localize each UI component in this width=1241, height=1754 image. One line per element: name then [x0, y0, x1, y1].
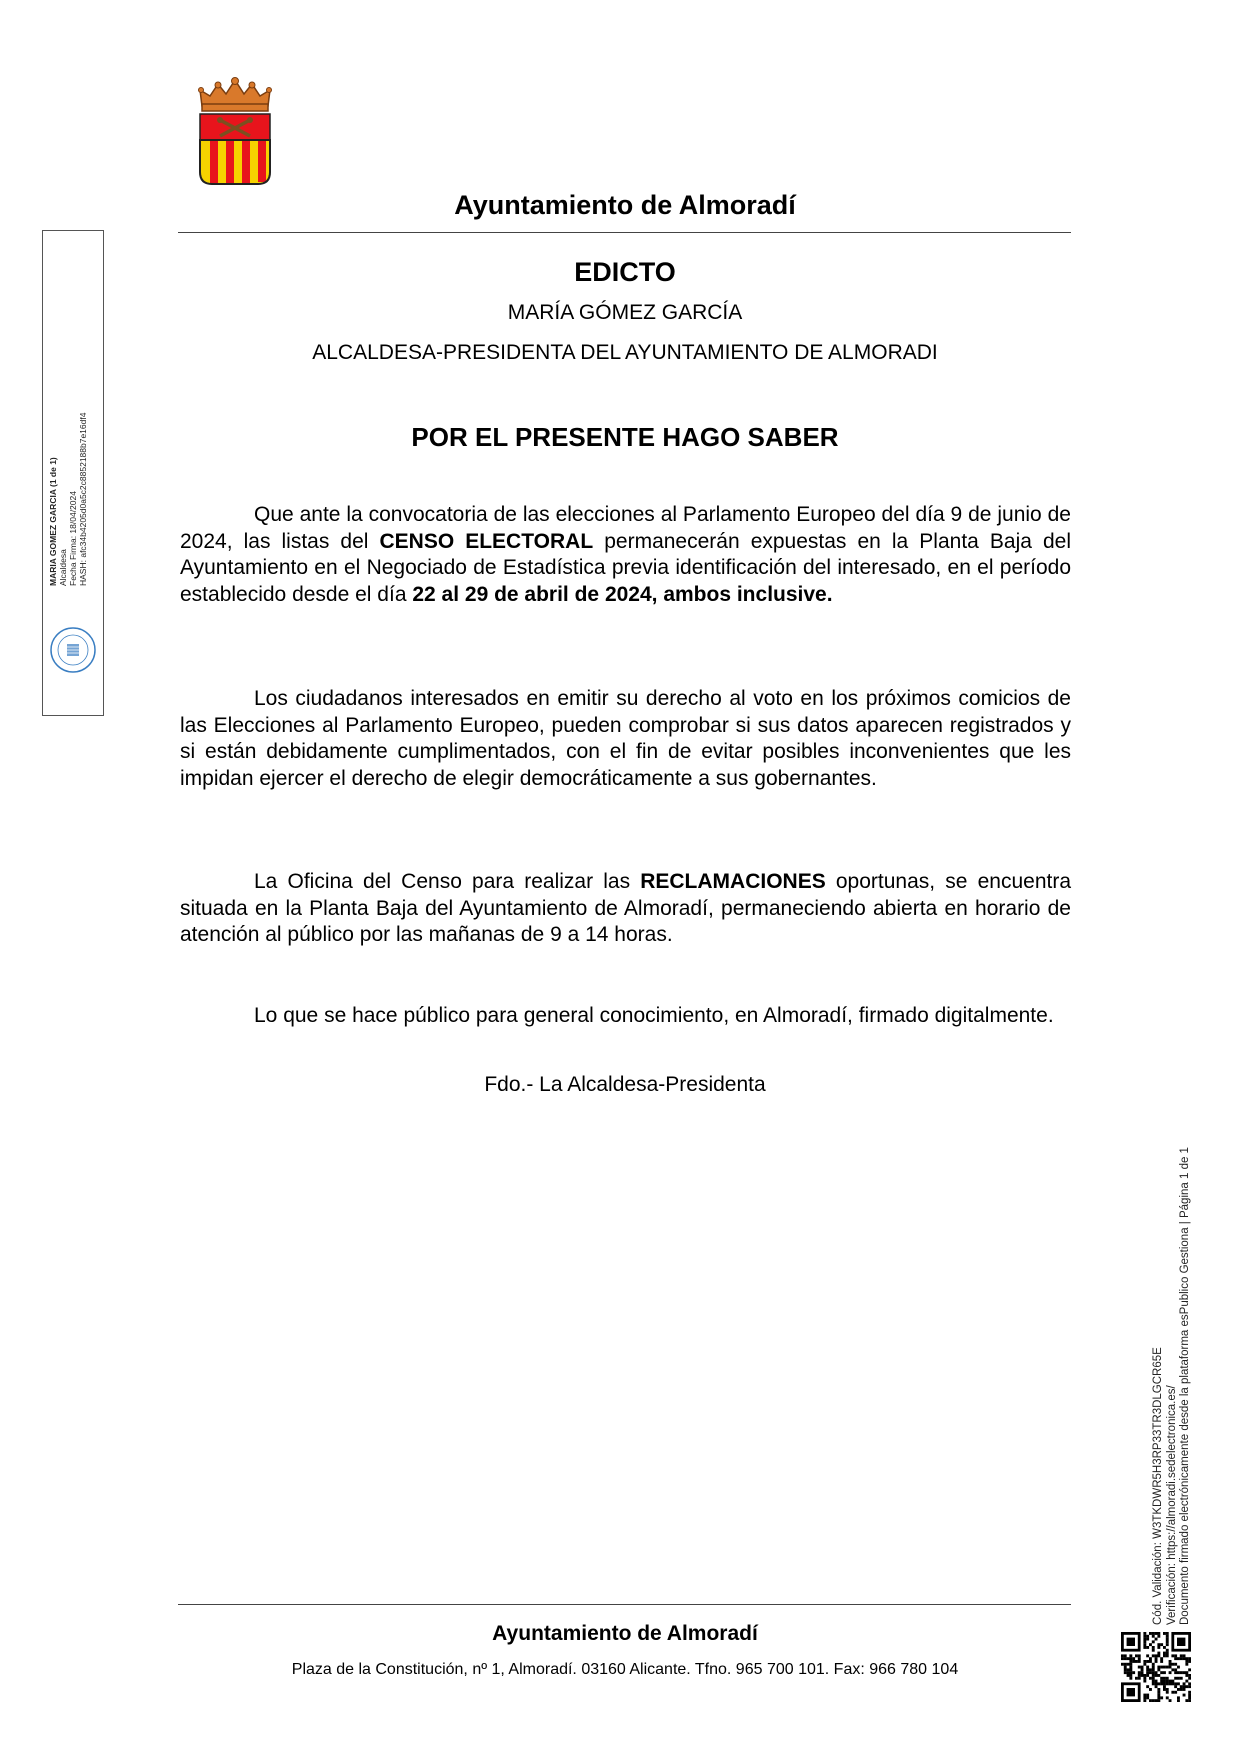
paragraph-2: Los ciudadanos interesados en emitir su derecho al voto en los próximos comicios de las Elecciones al Parlamento Europeo, pueden comprobar si sus datos aparecen registrados y si están debidamente cumplimentados, con el fin de evitar posibles inconvenientes que les impidan ejercer el derecho de elegir democráticamente a sus gobernantes. [180, 687, 1071, 790]
header-title: Ayuntamiento de Almoradí [454, 190, 796, 220]
paragraph-4: Lo que se hace público para general conocimiento, en Almoradí, firmado digitalmente. [254, 1004, 1054, 1027]
footer-title: Ayuntamiento de Almoradí [492, 1622, 758, 1645]
qr-code-icon[interactable] [1121, 1632, 1191, 1702]
signature-stamp-text: MARIA GOMEZ GARCIA (1 de 1) Alcaldesa Fecha Firma: 18/04/2024 HASH: afc34b4205d0a5c2c8852188b7e16df4 [48, 412, 88, 586]
paragraph-3: La Oficina del Censo para realizar las RECLAMACIONES oportunas, se encuentra situada en la Planta Baja del Ayuntamiento de Almoradí, permaneciendo abierta en horario de atención al público por las mañanas de 9 a 14 horas. [180, 870, 1071, 946]
municipal-seal-icon [48, 625, 98, 675]
signer-name: MARÍA GÓMEZ GARCÍA [507, 301, 743, 324]
signer-position: ALCALDESA-PRESIDENTA DEL AYUNTAMIENTO DE ALMORADI [312, 341, 938, 364]
footer-address: Plaza de la Constitución, nº 1, Almoradí. 03160 Alicante. Tfno. 965 700 101. Fax: 966 780 104 [291, 1661, 959, 1678]
section-heading: POR EL PRESENTE HAGO SABER [411, 422, 839, 452]
header-divider [178, 232, 1071, 233]
document-type: EDICTO [574, 257, 676, 287]
paragraph-1: Que ante la convocatoria de las elecciones al Parlamento Europeo del día 9 de junio de 2024, las listas del CENSO ELECTORAL permanecerán expuestas en la Planta Baja del Ayuntamiento en el Negociado de Estadística previa identificación del interesado, en el período establecido desde el día 22 al 29 de abril de 2024, ambos inclusive. [180, 503, 1071, 606]
footer-divider [178, 1604, 1071, 1605]
signature-line: Fdo.- La Alcaldesa-Presidenta [484, 1073, 766, 1096]
coat-of-arms-logo [196, 76, 274, 188]
verification-text: Cód. Validación: W3TKDWR5H3RP33TR3DLGCR65E Verificación: https://almoradi.sedelectronica.es/ Documento firmado electrónicamente desde la plataforma esPublico Gestiona | Página 1 de 1 [1152, 1147, 1191, 1625]
